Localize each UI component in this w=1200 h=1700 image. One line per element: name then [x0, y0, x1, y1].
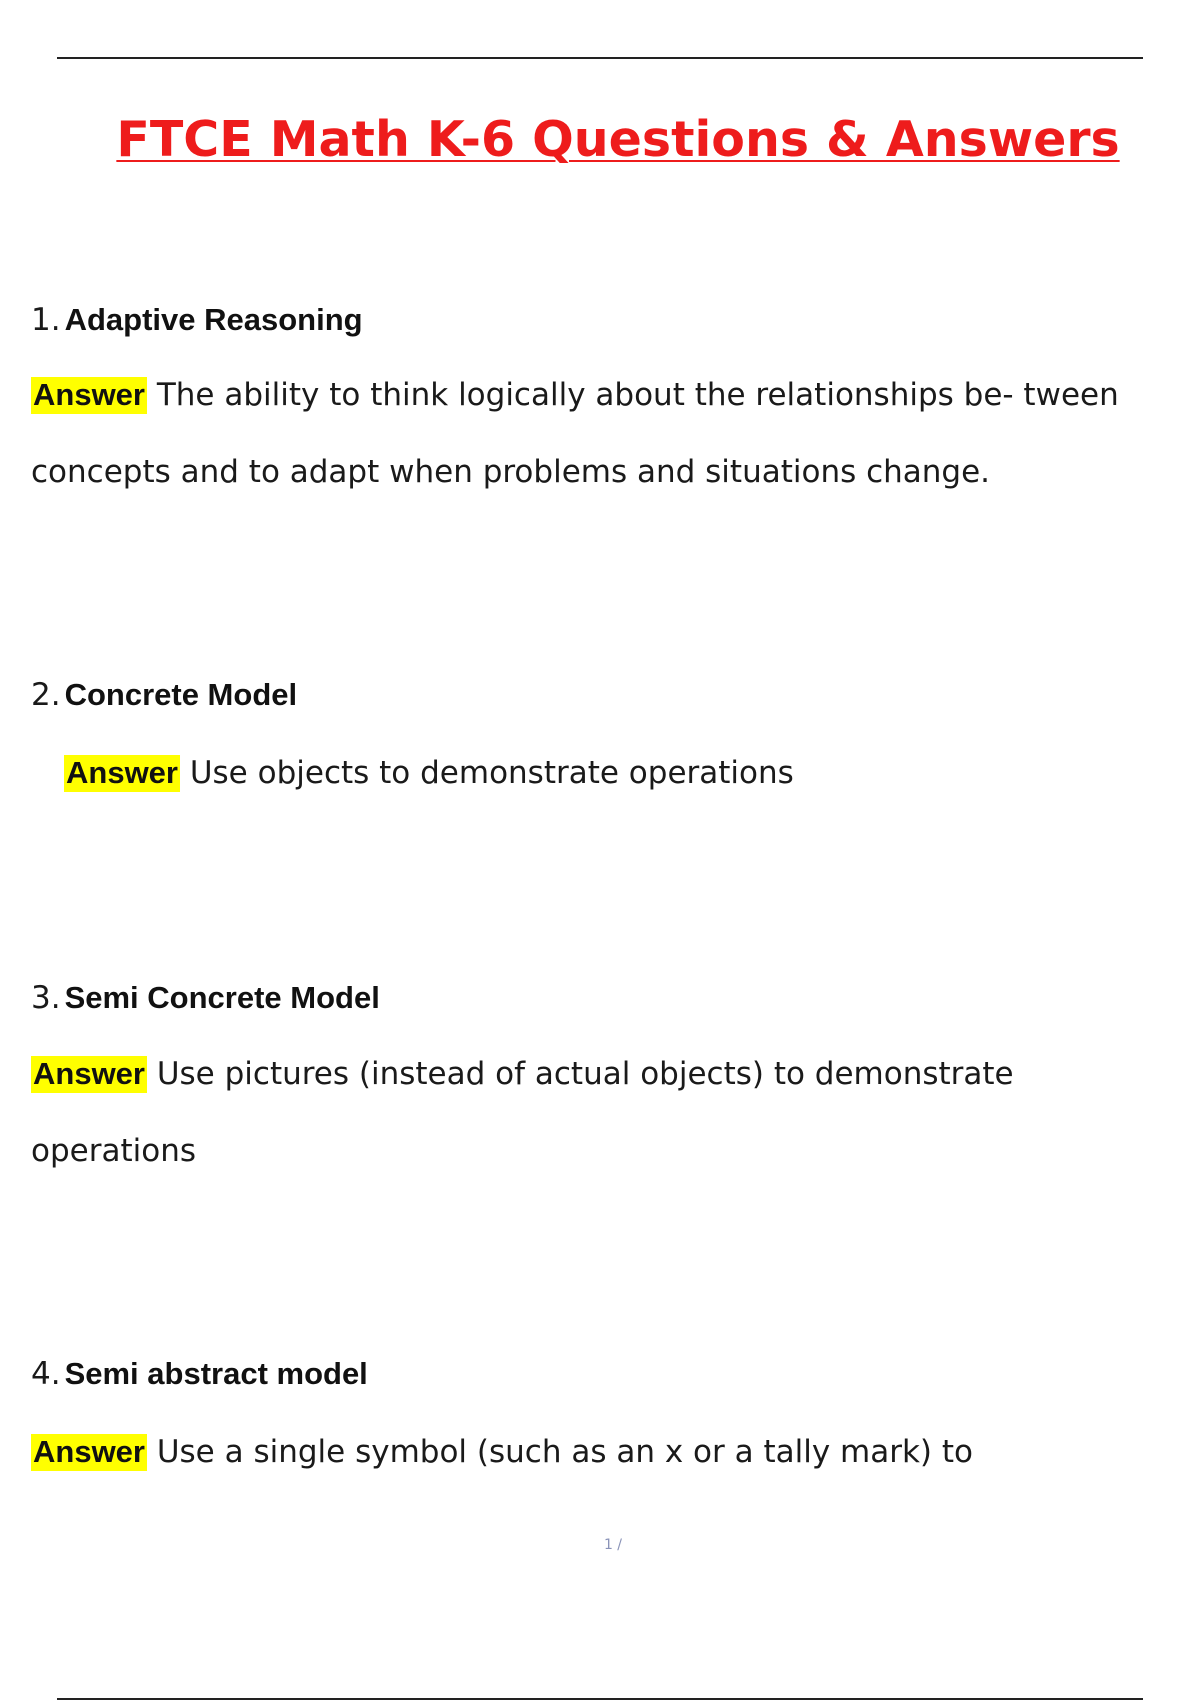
question-4-answer: [31, 1413, 1171, 1491]
question-title: Adaptive Reasoning: [64, 302, 363, 337]
answer-text: Use objects to demonstrate operations: [189, 755, 794, 791]
document-title: FTCE Math K-6 Questions & Answers: [116, 111, 1120, 168]
question-2-heading: [31, 675, 297, 715]
question-title: Semi abstract model: [64, 1356, 368, 1391]
question-number: 3.: [31, 980, 61, 1016]
question-4-heading: [31, 1354, 368, 1394]
question-3-answer: [31, 1035, 1171, 1190]
question-number: 4.: [31, 1356, 61, 1392]
question-1-heading: [31, 300, 363, 340]
page-number: 1 /: [603, 1537, 623, 1553]
answer-label: Answer: [66, 755, 178, 790]
answer-text: Use a single symbol (such as an x or a tally mark) to: [156, 1434, 973, 1470]
answer-label: Answer: [33, 1056, 145, 1091]
question-3-heading: [31, 978, 380, 1018]
question-title: Semi Concrete Model: [64, 980, 380, 1015]
answer-text: Use pictures (instead of actual objects) to demonstrate operations: [31, 1056, 1014, 1169]
answer-label: Answer: [33, 377, 145, 412]
answer-text: The ability to think logically about the relationships be- tween concepts and to adapt when problems and situations change.: [31, 377, 1119, 490]
question-1-answer: [31, 356, 1171, 511]
question-2-answer: [64, 734, 1200, 812]
question-number: 1.: [31, 302, 61, 338]
top-rule: [57, 57, 1143, 59]
question-title: Concrete Model: [64, 677, 298, 712]
answer-label: Answer: [33, 1434, 145, 1469]
question-number: 2.: [31, 677, 61, 713]
